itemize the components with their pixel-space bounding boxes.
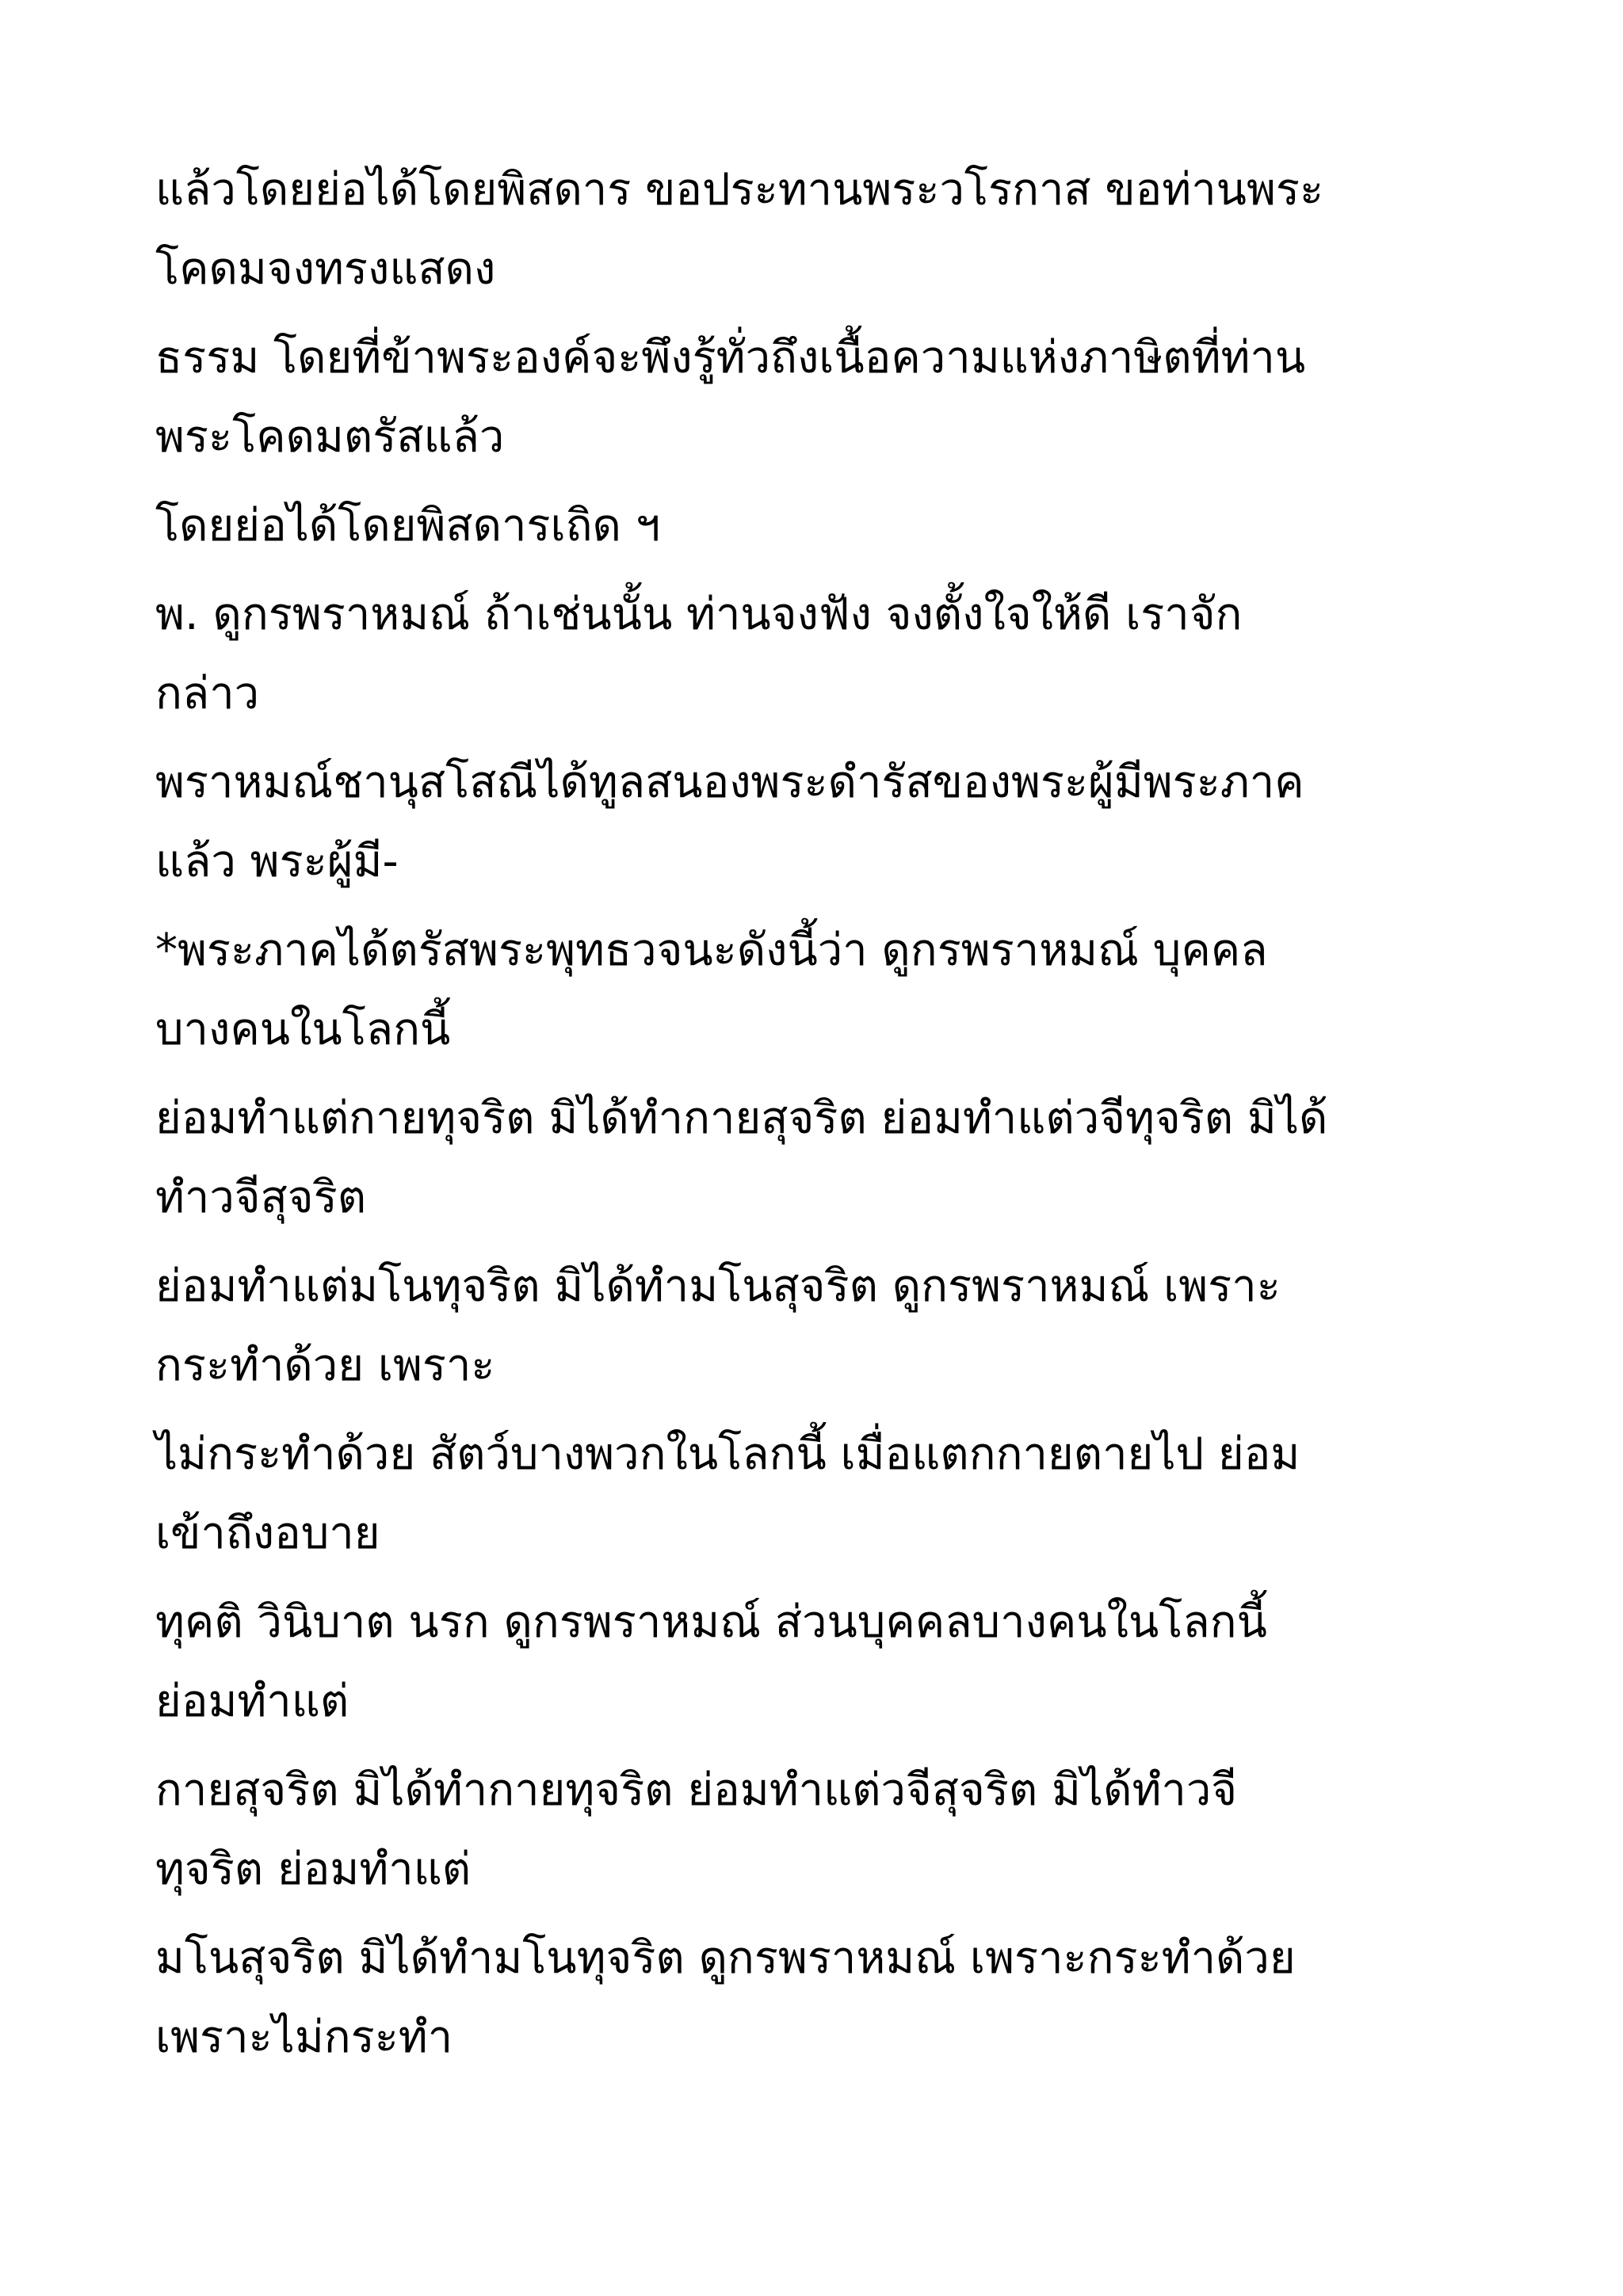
text-line: เข้าถึงอบาย bbox=[155, 1508, 380, 1559]
text-line: ย่อมทำแต่มโนทุจริต มิได้ทำมโนสุจริต ดูกรพราหมณ์ เพราะ bbox=[155, 1261, 1281, 1312]
text-line: ทำวจีสุจริต bbox=[155, 1172, 367, 1223]
text-line: แล้ว พระผู้มี- bbox=[155, 836, 399, 887]
text-line: ไม่กระทำด้วย สัตว์บางพวกในโลกนี้ เมื่อแตกกายตายไป ย่อม bbox=[155, 1428, 1300, 1480]
text-line: กระทำด้วย เพราะ bbox=[155, 1340, 495, 1391]
text-line: *พระภาคได้ตรัสพระพุทธวจนะดังนี้ว่า ดูกรพราหมณ์ บุคคล bbox=[155, 925, 1268, 976]
text-line: เพราะไม่กระทำ bbox=[155, 2012, 453, 2063]
text-line: ย่อมทำแต่ bbox=[155, 1676, 349, 1727]
text-line: กายสุจริต มิได้ทำกายทุจริต ย่อมทำแต่วจีสุจริต มิได้ทำวจี bbox=[155, 1764, 1238, 1816]
text-line: พระโคดมตรัสแล้ว bbox=[155, 411, 505, 463]
text-line: โดยย่อได้โดยพิสดารเถิด ฯ bbox=[155, 500, 661, 551]
text-line: มโนสุจริต มิได้ทำมโนทุจริต ดูกรพราหมณ์ เพราะกระทำด้วย bbox=[155, 1932, 1296, 1984]
text-line: พราหมณ์ชานุสโสณีได้ทูลสนองพระดำรัสของพระผู้มีพระภาค bbox=[155, 757, 1304, 808]
text-line: ธรรม โดยที่ข้าพระองค์จะพึงรู้ทั่วถึงเนื้อความแห่งภาษิตที่ท่าน bbox=[155, 332, 1306, 383]
text-line: บางคนในโลกนี้ bbox=[155, 1004, 451, 1055]
text-line: โคดมจงทรงแสดง bbox=[155, 243, 496, 295]
text-line: พ. ดูกรพราหมณ์ ถ้าเช่นนั้น ท่านจงฟัง จงตั้งใจให้ดี เราจัก bbox=[155, 589, 1243, 640]
text-line: แล้วโดยย่อได้โดยพิสดาร ขอประทานพระวโรกาส ขอท่านพระ bbox=[155, 164, 1324, 215]
text-line: ย่อมทำแต่กายทุจริต มิได้ทำกายสุจริต ย่อมทำแต่วจีทุจริต มิได้ bbox=[155, 1093, 1328, 1144]
text-line: ทุจริต ย่อมทำแต่ bbox=[155, 1844, 472, 1895]
text-line: กล่าว bbox=[155, 668, 260, 719]
text-line: ทุคติ วินิบาต นรก ดูกรพราหมณ์ ส่วนบุคคลบางคนในโลกนี้ bbox=[155, 1596, 1267, 1648]
